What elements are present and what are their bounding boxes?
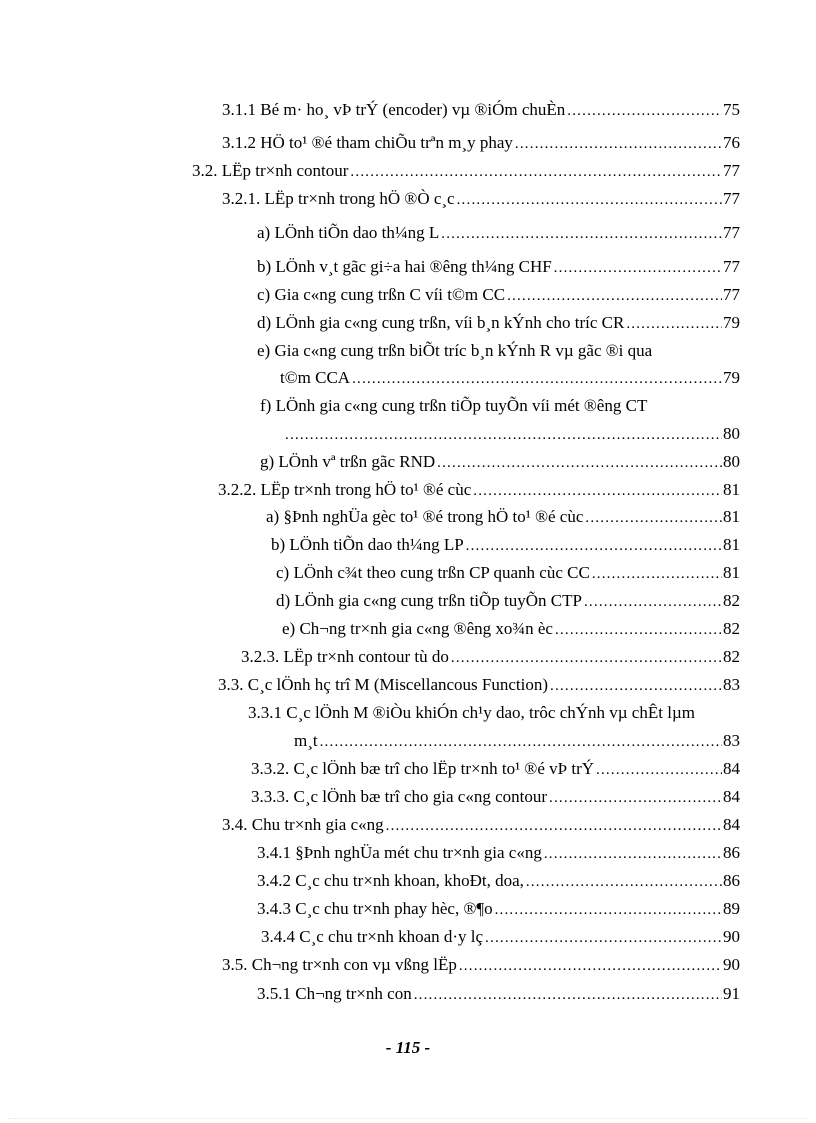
toc-entry-page: 76 [723,133,740,152]
toc-entry-title: a) §Þnh nghÜa gèc to¹ ®é trong hÖ to¹ ®é cùc [266,507,584,526]
dot-leader [526,871,722,893]
toc-entry [218,674,740,697]
toc-entry-page: 77 [723,285,740,304]
toc-entry [257,312,740,335]
toc-entry-page: 79 [723,368,740,387]
toc-entry-title: 3.5.1 Ch¬ng tr×nh con [257,984,412,1003]
toc-entry-title: m¸t [294,731,318,750]
toc-entry [280,367,740,390]
toc-entry-page: 84 [723,815,740,834]
toc-entry-title: 3.1.2 HÖ to¹ ®é tham chiÕu trªn m¸y phay [222,133,513,152]
dot-leader [352,368,722,390]
toc-entry-page: 83 [723,731,740,750]
dot-leader [473,480,722,502]
toc-entry-title: 3.2. LËp tr×nh contour [192,161,349,180]
dot-leader [515,133,722,155]
toc-entry [260,451,740,474]
toc-entry [271,534,740,557]
toc-entry-page: 82 [723,647,740,666]
page-number: - 115 - [385,1038,431,1057]
dot-leader [320,731,722,753]
toc-entry-title: 3.4.2 C¸c chu tr×nh khoan, khoÐt, doa, [257,871,524,890]
dot-leader [466,535,722,557]
toc-entry-page: 86 [723,871,740,890]
toc-entry-page: 84 [723,759,740,778]
toc-entry-title: 3.3.2. C¸c lÖnh bæ trî cho lËp tr×nh to¹ ®é vÞ trÝ [251,759,595,778]
toc-entry [294,730,740,753]
toc-entry-page: 75 [723,100,740,119]
toc-entry [261,926,740,949]
toc-entry [257,898,740,921]
toc-entry-title: 3.5. Ch¬ng tr×nh con vµ vßng lËp [222,955,457,974]
toc-entry-page: 81 [723,563,740,582]
dot-leader [507,285,722,307]
dot-leader [596,759,722,781]
toc-entry [276,590,740,613]
toc-entry-title: 3.2.3. LËp tr×nh contour tù do [241,647,449,666]
dot-leader [544,843,722,865]
toc-entry-page: 81 [723,480,740,499]
toc-entry-page: 80 [723,424,740,443]
toc-entry-page: 84 [723,787,740,806]
dot-leader [495,899,722,921]
dot-leader [457,189,722,211]
toc-entry [257,222,740,245]
toc-entry-page: 77 [723,189,740,208]
dot-leader [592,563,722,585]
toc-entry-page: 77 [723,223,740,242]
dot-leader [451,647,722,669]
toc-entry-page: 91 [723,984,740,1003]
toc-entry-title: c) Gia c«ng cung trßn C víi t©m CC [257,285,506,304]
toc-entry-page: 81 [723,507,740,526]
toc-entry [266,506,740,529]
dot-leader [550,675,722,697]
toc-entry [222,814,740,837]
toc-entry-title: 3.4.4 C¸c chu tr×nh khoan d·y lç [261,927,484,946]
dot-leader [549,787,722,809]
dot-leader [626,313,722,335]
dot-leader [585,507,722,529]
toc-entry [192,160,740,183]
toc-entry-title: 3.2.1. LËp tr×nh trong hÖ ®Ò c¸c [222,189,455,208]
toc-entry-title: a) LÖnh tiÕn dao th¼ng L [257,223,440,242]
toc-entry [283,423,740,446]
toc-entry-page: 86 [723,843,740,862]
toc-entry [251,758,740,781]
toc-entry-title: 3.2.2. LËp tr×nh trong hÖ to¹ ®é cùc [218,480,472,499]
dot-leader [567,100,722,122]
toc-entry-title: 3.3. C¸c lÖnh hç trî M (Miscellancous Function) [218,675,549,694]
toc-entry-page: 90 [723,927,740,946]
toc-entry-title: 3.4.3 C¸c chu tr×nh phay hèc, ®¶o [257,899,493,918]
dot-leader [441,223,722,245]
dot-leader [285,424,722,446]
toc-entry [222,132,740,155]
toc-entry-page: 82 [723,591,740,610]
toc-entry [222,99,740,122]
toc-entry-page: 89 [723,899,740,918]
toc-entry-page: 80 [723,452,740,471]
toc-entry-page: 77 [723,257,740,276]
dot-leader [414,984,722,1006]
toc-entry-page: 83 [723,675,740,694]
toc-entry-title: b) LÖnh tiÕn dao th¼ng LP [271,535,464,554]
toc-entry-title: b) LÖnh v¸t gãc gi÷a hai ®êng th¼ng CHF [257,257,552,276]
toc-entry-title: d) LÖnh gia c«ng cung trßn, víi b¸n kÝnh cho tríc CR [257,313,625,332]
dot-leader [554,257,722,279]
dot-leader [386,815,722,837]
toc-entry [282,618,740,641]
dot-leader [350,161,722,183]
toc-entry-title: t©m CCA [280,368,351,387]
toc-entry-title: 3.4.1 §Þnh nghÜa mét chu tr×nh gia c«ng [257,843,542,862]
dot-leader [555,619,722,641]
toc-entry-title: d) LÖnh gia c«ng cung trßn tiÕp tuyÕn CTP [276,591,582,610]
toc-entry [257,256,740,279]
toc-entry-page: 81 [723,535,740,554]
toc-entry-title: 3.1.1 Bé m· ho¸ vÞ trÝ (encoder) vµ ®iÓm chuÈn [222,100,566,119]
toc-entry-page: 82 [723,619,740,638]
dot-leader [437,452,722,474]
toc-entry [257,870,740,893]
toc-entry-title: c) LÖnh c¾t theo cung trßn CP quanh cùc CC [276,563,590,582]
dot-leader [584,591,722,613]
toc-entry [257,284,740,307]
toc-entry [251,786,740,809]
page-divider [8,1118,808,1119]
toc-entry-page: 79 [723,313,740,332]
toc-entry-title: g) LÖnh vª trßn gãc RND [260,452,436,471]
toc-entry [218,479,740,502]
toc-entry-page: 77 [723,161,740,180]
toc-entry [222,954,740,977]
dot-leader [459,955,722,977]
toc-entry-title: 3.3.3. C¸c lÖnh bæ trî cho gia c«ng contour [251,787,548,806]
toc-entry-title: e) Ch¬ng tr×nh gia c«ng ®êng xo¾n èc [282,619,553,638]
toc-entry [222,188,740,211]
dot-leader [485,927,722,949]
toc-entry-title: e) Gia c«ng cung trßn biÕt tríc b¸n kÝnh R vµ gãc ®i qua [257,341,653,360]
toc-entry [257,983,740,1006]
toc-entry [276,562,740,585]
toc-entry [257,842,740,865]
toc-entry-page: 90 [723,955,740,974]
toc-entry-title: f) LÖnh gia c«ng cung trßn tiÕp tuyÕn víi mét ®êng CT [260,396,648,415]
toc-entry-title: 3.4. Chu tr×nh gia c«ng [222,815,384,834]
toc-entry [241,646,740,669]
toc-entry-title: 3.3.1 C¸c lÖnh M ®iÒu khiÓn ch¹y dao, trôc chÝnh vµ chÊt lµm [248,703,695,722]
